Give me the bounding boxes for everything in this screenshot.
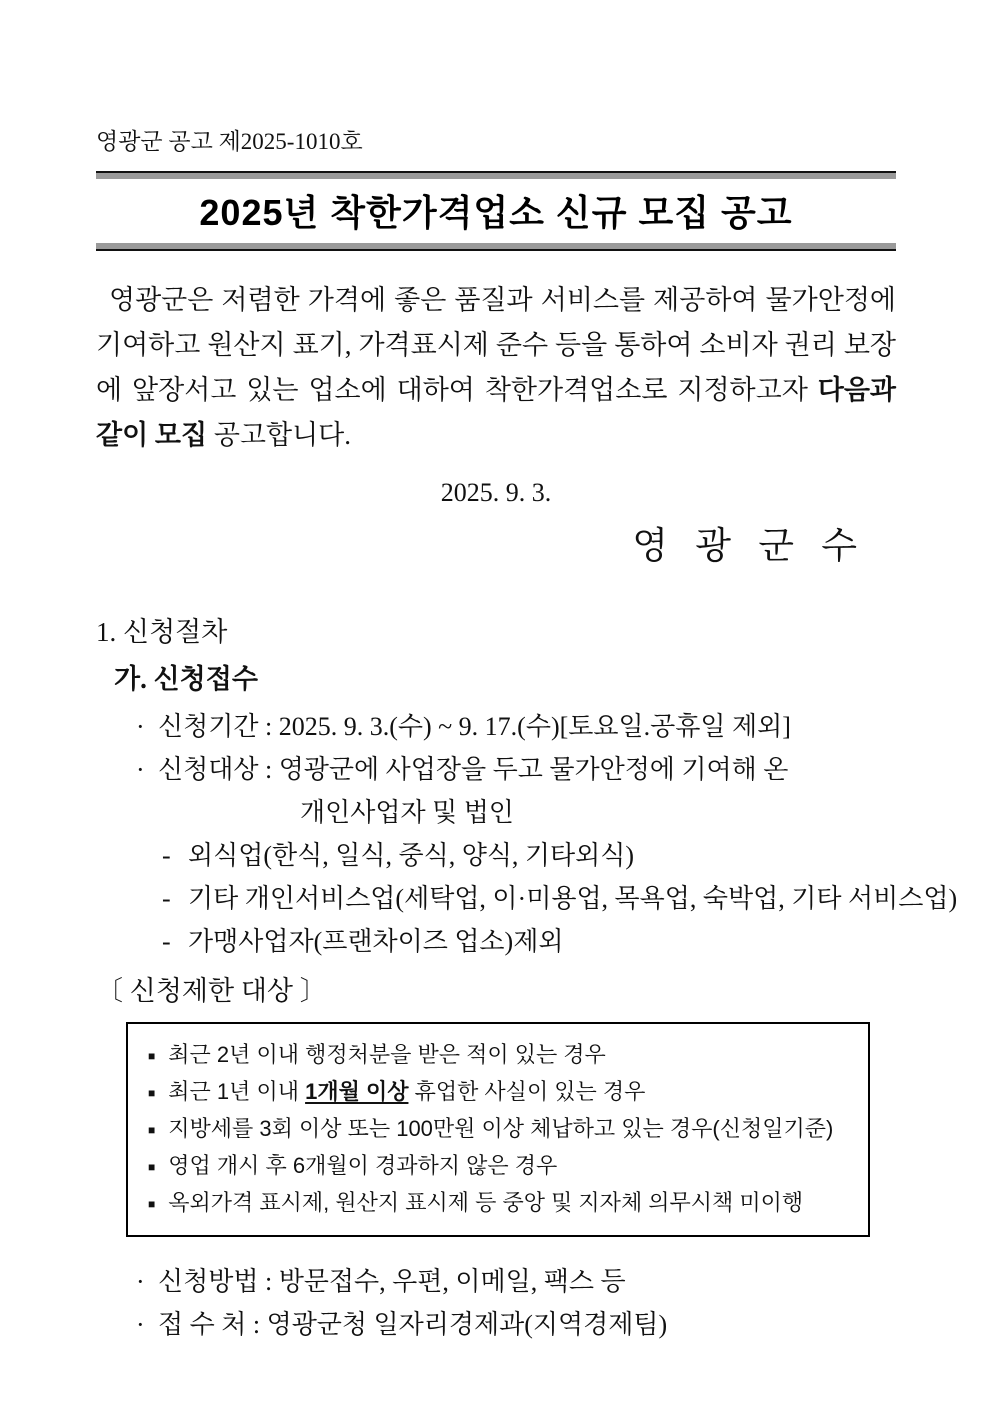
intro-paragraph <box>96 278 896 458</box>
restriction-box <box>126 1022 870 1237</box>
title-banner <box>96 171 896 251</box>
dash-bullet-icon: - <box>162 884 171 913</box>
dot-bullet-icon: · <box>136 1310 145 1339</box>
title-banner-inner <box>96 173 896 249</box>
text-segment: 지방세를 3회 이상 또는 100만원 이상 체납하고 있는 경우(신청일기준) <box>168 1116 834 1141</box>
restriction-item <box>148 1111 860 1148</box>
dash-bullet-icon: - <box>162 927 171 956</box>
square-bullet-icon: ■ <box>148 1086 156 1100</box>
dash-item <box>162 920 896 963</box>
square-bullet-icon: ■ <box>148 1197 156 1211</box>
place-label: 접 수 처 : 영광군청 일자리경제과(지역경제팀) <box>158 1310 668 1339</box>
document-number: 영광군 공고 제2025-1010호 <box>96 129 363 154</box>
bullet-item-period <box>136 705 896 748</box>
restriction-item <box>148 1148 860 1185</box>
emphasis-text: 1개월 이상 <box>305 1079 409 1104</box>
text-segment: 공고합니다. <box>207 420 351 450</box>
dash-item <box>162 834 896 877</box>
page-title: 2025년 착한가격업소 신규 모집 공고 <box>199 192 793 233</box>
text-segment: 옥외가격 표시제, 원산지 표시제 등 중앙 및 지자체 의무시책 미이행 <box>168 1190 804 1215</box>
text-segment: 최근 2년 이내 행정처분을 받은 적이 있는 경우 <box>168 1042 606 1067</box>
dash-bullet-icon: - <box>162 841 171 870</box>
restriction-item <box>148 1185 860 1222</box>
restriction-item <box>148 1037 860 1074</box>
bullet-target-label: 신청대상 : 영광군에 사업장을 두고 물가안정에 기여해 온 <box>158 755 789 784</box>
notice-date: 2025. 9. 3. <box>440 478 552 507</box>
dot-bullet-icon: · <box>136 755 145 784</box>
subsection-heading-reception: 가. 신청접수 <box>114 664 258 694</box>
dot-bullet-icon: · <box>136 1267 145 1296</box>
bullet-item-target <box>136 748 896 791</box>
bullet-target-continuation: 개인사업자 및 법인 <box>300 798 514 827</box>
square-bullet-icon: ■ <box>148 1123 156 1137</box>
dash-items <box>96 834 958 963</box>
square-bullet-icon: ■ <box>148 1049 156 1063</box>
emphasis-text: 다음과 같이 모집 <box>96 375 896 450</box>
restriction-heading: 〔 신청제한 대상 〕 <box>96 976 327 1006</box>
section-heading-procedure: 1. 신청절차 <box>96 617 228 647</box>
dash-item <box>162 877 958 920</box>
procedure-bullets <box>96 705 958 963</box>
dash-item-label: 외식업(한식, 일식, 중식, 양식, 기타외식) <box>188 841 635 870</box>
text-segment: 최근 1년 이내 <box>168 1079 306 1104</box>
footer-bullets <box>96 1260 896 1346</box>
method-label: 신청방법 : 방문접수, 우편, 이메일, 팩스 등 <box>158 1267 626 1296</box>
issuer-signature: 영 광 군 수 <box>632 526 866 567</box>
dash-item-label: 기타 개인서비스업(세탁업, 이·미용업, 목욕업, 숙박업, 기타 서비스업) <box>188 884 958 913</box>
square-bullet-icon: ■ <box>148 1160 156 1174</box>
text-segment: 휴업한 사실이 있는 경우 <box>408 1079 646 1104</box>
restriction-item <box>148 1074 860 1111</box>
dot-bullet-icon: · <box>136 712 145 741</box>
dash-item-label: 가맹사업자(프랜차이즈 업소)제외 <box>188 927 564 956</box>
bullet-item-method <box>136 1260 896 1303</box>
text-segment: 영광군은 저렴한 가격에 좋은 품질과 서비스를 제공하여 물가안정에 기여하고 원산지 표기, 가격표시제 준수 등을 통하여 소비자 권리 보장에 앞장서고 있는 업소에 대하여 착한가격업소로 지정하고자 <box>96 285 896 405</box>
bullet-item-place <box>136 1303 896 1346</box>
text-segment: 영업 개시 후 6개월이 경과하지 않은 경우 <box>168 1153 558 1178</box>
bullet-period-label: 신청기간 : 2025. 9. 3.(수) ~ 9. 17.(수)[토요일.공휴일 제외] <box>158 712 791 741</box>
